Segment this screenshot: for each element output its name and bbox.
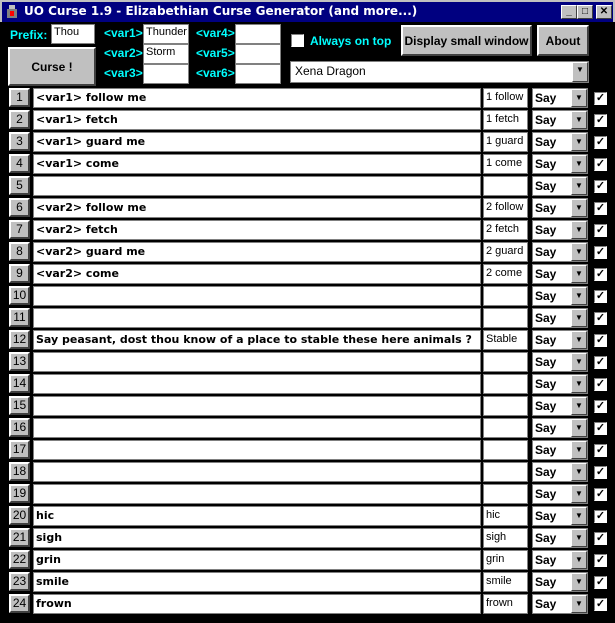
- enabled-checkbox[interactable]: ✓: [595, 180, 606, 192]
- mode-select-value: Say: [535, 421, 557, 435]
- chevron-down-icon[interactable]: ▼: [572, 62, 588, 82]
- title-bar[interactable]: [0, 0, 615, 22]
- command-text-input[interactable]: <var1> fetch: [33, 110, 481, 130]
- command-row: [0, 483, 615, 505]
- prefix-label: Prefix:: [10, 28, 48, 42]
- mode-select-value: Say: [535, 223, 557, 237]
- chevron-down-icon[interactable]: ▼: [571, 309, 587, 327]
- short-label-input[interactable]: hic: [483, 506, 528, 526]
- mode-select-value: Say: [535, 91, 557, 105]
- var1-label: <var1>: [104, 26, 143, 40]
- chevron-down-icon[interactable]: ▼: [571, 353, 587, 371]
- short-label-input[interactable]: [483, 374, 528, 394]
- mode-select-value: Say: [535, 267, 557, 281]
- short-label-input[interactable]: [483, 396, 528, 416]
- command-text-input[interactable]: [33, 374, 481, 394]
- maximize-button[interactable]: □: [577, 5, 593, 19]
- enabled-checkbox[interactable]: ✓: [595, 488, 606, 500]
- mode-select[interactable]: [532, 374, 588, 394]
- var2-input[interactable]: Storm: [143, 44, 189, 64]
- command-row: [0, 593, 615, 615]
- command-row: [0, 241, 615, 263]
- enabled-checkbox[interactable]: ✓: [595, 422, 606, 434]
- command-text-input[interactable]: hic: [33, 506, 481, 526]
- always-on-top-label: Always on top: [310, 34, 392, 48]
- chevron-down-icon[interactable]: ▼: [571, 111, 587, 129]
- row-number-button[interactable]: 19: [9, 484, 30, 503]
- mode-select-value: Say: [535, 443, 557, 457]
- command-row: [0, 219, 615, 241]
- chevron-down-icon[interactable]: ▼: [571, 155, 587, 173]
- chevron-down-icon[interactable]: ▼: [571, 507, 587, 525]
- mode-select-value: Say: [535, 531, 557, 545]
- row-number-button[interactable]: 20: [9, 506, 30, 525]
- mode-select[interactable]: [532, 440, 588, 460]
- mode-select-value: Say: [535, 245, 557, 259]
- mode-select-value: Say: [535, 135, 557, 149]
- command-text-input[interactable]: grin: [33, 550, 481, 570]
- row-number-button[interactable]: 22: [9, 550, 30, 569]
- short-label-input[interactable]: 1 fetch: [483, 110, 528, 130]
- close-button[interactable]: ✕: [596, 5, 612, 19]
- row-number-button[interactable]: 3: [9, 132, 30, 151]
- var3-label: <var3>: [104, 66, 143, 80]
- mode-select-value: Say: [535, 597, 557, 611]
- command-text-input[interactable]: [33, 176, 481, 196]
- command-row: [0, 351, 615, 373]
- row-number-button[interactable]: 7: [9, 220, 30, 239]
- chevron-down-icon[interactable]: ▼: [571, 529, 587, 547]
- mode-select[interactable]: [532, 286, 588, 306]
- mode-select-value: Say: [535, 377, 557, 391]
- mode-select-value: Say: [535, 157, 557, 171]
- chevron-down-icon[interactable]: ▼: [571, 243, 587, 261]
- row-number-button[interactable]: 10: [9, 286, 30, 305]
- curse-button[interactable]: Curse !: [8, 47, 96, 86]
- short-label-input[interactable]: 1 guard: [483, 132, 528, 152]
- var5-label: <var5>: [196, 46, 235, 60]
- command-text-input[interactable]: [33, 308, 481, 328]
- always-on-top-checkbox[interactable]: [291, 34, 304, 47]
- mode-select[interactable]: [532, 308, 588, 328]
- enabled-checkbox[interactable]: ✓: [595, 114, 606, 126]
- enabled-checkbox[interactable]: ✓: [595, 356, 606, 368]
- row-number-button[interactable]: 15: [9, 396, 30, 415]
- short-label-input[interactable]: sigh: [483, 528, 528, 548]
- row-number-button[interactable]: 14: [9, 374, 30, 393]
- enabled-checkbox[interactable]: ✓: [595, 268, 606, 280]
- command-row: [0, 285, 615, 307]
- command-text-input[interactable]: <var2> come: [33, 264, 481, 284]
- command-text-input[interactable]: <var1> guard me: [33, 132, 481, 152]
- chevron-down-icon[interactable]: ▼: [571, 595, 587, 613]
- row-number-button[interactable]: 2: [9, 110, 30, 129]
- mode-select[interactable]: [532, 572, 588, 592]
- enabled-checkbox[interactable]: ✓: [595, 400, 606, 412]
- chevron-down-icon[interactable]: ▼: [571, 221, 587, 239]
- mode-select[interactable]: [532, 528, 588, 548]
- command-text-input[interactable]: frown: [33, 594, 481, 614]
- short-label-input[interactable]: 2 fetch: [483, 220, 528, 240]
- mode-select[interactable]: [532, 550, 588, 570]
- mode-select[interactable]: [532, 264, 588, 284]
- mode-select[interactable]: [532, 418, 588, 438]
- row-number-button[interactable]: 23: [9, 572, 30, 591]
- chevron-down-icon[interactable]: ▼: [571, 287, 587, 305]
- row-number-button[interactable]: 11: [9, 308, 30, 327]
- mode-select[interactable]: [532, 462, 588, 482]
- row-number-button[interactable]: 4: [9, 154, 30, 173]
- profile-select[interactable]: [290, 61, 589, 83]
- mode-select-value: Say: [535, 201, 557, 215]
- mode-select-value: Say: [535, 311, 557, 325]
- var4-input[interactable]: [235, 24, 281, 44]
- command-row: [0, 131, 615, 153]
- command-text-input[interactable]: [33, 484, 481, 504]
- command-row: [0, 329, 615, 351]
- row-number-button[interactable]: 18: [9, 462, 30, 481]
- mode-select[interactable]: [532, 176, 588, 196]
- short-label-input[interactable]: grin: [483, 550, 528, 570]
- enabled-checkbox[interactable]: ✓: [595, 246, 606, 258]
- row-number-button[interactable]: 24: [9, 594, 30, 613]
- command-text-input[interactable]: [33, 352, 481, 372]
- mode-select[interactable]: [532, 594, 588, 614]
- chevron-down-icon[interactable]: ▼: [571, 397, 587, 415]
- chevron-down-icon[interactable]: ▼: [571, 441, 587, 459]
- command-text-input[interactable]: <var1> come: [33, 154, 481, 174]
- row-number-button[interactable]: 12: [9, 330, 30, 349]
- mode-select-value: Say: [535, 575, 557, 589]
- minimize-button[interactable]: _: [561, 5, 577, 19]
- row-number-button[interactable]: 13: [9, 352, 30, 371]
- var5-input[interactable]: [235, 44, 281, 64]
- chevron-down-icon[interactable]: ▼: [571, 265, 587, 283]
- var1-input[interactable]: Thunder: [143, 24, 189, 44]
- command-text-input[interactable]: <var2> follow me: [33, 198, 481, 218]
- short-label-input[interactable]: Stable: [483, 330, 528, 350]
- enabled-checkbox[interactable]: ✓: [595, 576, 606, 588]
- profile-select-value: Xena Dragon: [295, 64, 366, 78]
- enabled-checkbox[interactable]: ✓: [595, 378, 606, 390]
- var3-input[interactable]: [143, 64, 189, 84]
- row-number-button[interactable]: 8: [9, 242, 30, 261]
- command-row: [0, 549, 615, 571]
- short-label-input[interactable]: [483, 418, 528, 438]
- row-number-button[interactable]: 5: [9, 176, 30, 195]
- command-row: [0, 197, 615, 219]
- row-number-button[interactable]: 1: [9, 88, 30, 107]
- command-row: [0, 461, 615, 483]
- enabled-checkbox[interactable]: ✓: [595, 224, 606, 236]
- enabled-checkbox[interactable]: ✓: [595, 598, 606, 610]
- mode-select[interactable]: [532, 352, 588, 372]
- short-label-input[interactable]: [483, 286, 528, 306]
- enabled-checkbox[interactable]: ✓: [595, 554, 606, 566]
- chevron-down-icon[interactable]: ▼: [571, 331, 587, 349]
- about-button[interactable]: About: [537, 25, 589, 56]
- mode-select[interactable]: [532, 110, 588, 130]
- mode-select[interactable]: [532, 396, 588, 416]
- chevron-down-icon[interactable]: ▼: [571, 485, 587, 503]
- short-label-input[interactable]: 1 come: [483, 154, 528, 174]
- short-label-input[interactable]: [483, 462, 528, 482]
- enabled-checkbox[interactable]: ✓: [595, 312, 606, 324]
- command-row: [0, 395, 615, 417]
- chevron-down-icon[interactable]: ▼: [571, 551, 587, 569]
- command-text-input[interactable]: <var2> fetch: [33, 220, 481, 240]
- mode-select[interactable]: [532, 242, 588, 262]
- enabled-checkbox[interactable]: ✓: [595, 202, 606, 214]
- short-label-input[interactable]: 2 follow: [483, 198, 528, 218]
- row-number-button[interactable]: 21: [9, 528, 30, 547]
- row-number-button[interactable]: 16: [9, 418, 30, 437]
- command-text-input[interactable]: [33, 462, 481, 482]
- display-small-window-button[interactable]: Display small window: [401, 25, 532, 56]
- row-number-button[interactable]: 6: [9, 198, 30, 217]
- chevron-down-icon[interactable]: ▼: [571, 177, 587, 195]
- command-row: [0, 153, 615, 175]
- enabled-checkbox[interactable]: ✓: [595, 158, 606, 170]
- mode-select-value: Say: [535, 179, 557, 193]
- mode-select-value: Say: [535, 509, 557, 523]
- command-row: [0, 175, 615, 197]
- window-title: UO Curse 1.9 - Elizabethian Curse Generator (and more...): [24, 4, 418, 18]
- var2-label: <var2>: [104, 46, 143, 60]
- mode-select[interactable]: [532, 484, 588, 504]
- short-label-input[interactable]: frown: [483, 594, 528, 614]
- command-row: [0, 109, 615, 131]
- chevron-down-icon[interactable]: ▼: [571, 133, 587, 151]
- mode-select-value: Say: [535, 465, 557, 479]
- command-row: [0, 87, 615, 109]
- command-row: [0, 505, 615, 527]
- command-row: [0, 307, 615, 329]
- enabled-checkbox[interactable]: ✓: [595, 334, 606, 346]
- short-label-input[interactable]: [483, 440, 528, 460]
- chevron-down-icon[interactable]: ▼: [571, 375, 587, 393]
- chevron-down-icon[interactable]: ▼: [571, 419, 587, 437]
- command-text-input[interactable]: [33, 286, 481, 306]
- command-text-input[interactable]: [33, 440, 481, 460]
- mode-select-value: Say: [535, 113, 557, 127]
- chevron-down-icon[interactable]: ▼: [571, 573, 587, 591]
- short-label-input[interactable]: [483, 308, 528, 328]
- mode-select-value: Say: [535, 487, 557, 501]
- enabled-checkbox[interactable]: ✓: [595, 444, 606, 456]
- short-label-input[interactable]: [483, 352, 528, 372]
- mode-select-value: Say: [535, 333, 557, 347]
- chevron-down-icon[interactable]: ▼: [571, 89, 587, 107]
- mode-select[interactable]: [532, 506, 588, 526]
- command-row: [0, 373, 615, 395]
- row-number-button[interactable]: 9: [9, 264, 30, 283]
- command-row: [0, 439, 615, 461]
- mode-select[interactable]: [532, 88, 588, 108]
- chevron-down-icon[interactable]: ▼: [571, 463, 587, 481]
- mode-select-value: Say: [535, 399, 557, 413]
- command-text-input[interactable]: <var1> follow me: [33, 88, 481, 108]
- mode-select[interactable]: [532, 330, 588, 350]
- short-label-input[interactable]: 2 come: [483, 264, 528, 284]
- command-text-input[interactable]: <var2> guard me: [33, 242, 481, 262]
- short-label-input[interactable]: 2 guard: [483, 242, 528, 262]
- command-text-input[interactable]: Say peasant, dost thou know of a place to stable these here animals ?: [33, 330, 481, 350]
- enabled-checkbox[interactable]: ✓: [595, 136, 606, 148]
- short-label-input[interactable]: smile: [483, 572, 528, 592]
- enabled-checkbox[interactable]: ✓: [595, 510, 606, 522]
- short-label-input[interactable]: [483, 176, 528, 196]
- command-text-input[interactable]: [33, 418, 481, 438]
- var6-label: <var6>: [196, 66, 235, 80]
- mode-select[interactable]: [532, 132, 588, 152]
- mode-select[interactable]: [532, 154, 588, 174]
- short-label-input[interactable]: [483, 484, 528, 504]
- var4-label: <var4>: [196, 26, 235, 40]
- command-row: [0, 527, 615, 549]
- command-text-input[interactable]: smile: [33, 572, 481, 592]
- mode-select-value: Say: [535, 289, 557, 303]
- mode-select-value: Say: [535, 553, 557, 567]
- enabled-checkbox[interactable]: ✓: [595, 532, 606, 544]
- command-text-input[interactable]: sigh: [33, 528, 481, 548]
- row-number-button[interactable]: 17: [9, 440, 30, 459]
- command-row: [0, 571, 615, 593]
- prefix-input[interactable]: Thou: [51, 24, 95, 44]
- mode-select[interactable]: [532, 220, 588, 240]
- app-icon: [5, 4, 19, 20]
- command-row: [0, 417, 615, 439]
- command-text-input[interactable]: [33, 396, 481, 416]
- enabled-checkbox[interactable]: ✓: [595, 290, 606, 302]
- mode-select[interactable]: [532, 198, 588, 218]
- enabled-checkbox[interactable]: ✓: [595, 466, 606, 478]
- command-row: [0, 263, 615, 285]
- chevron-down-icon[interactable]: ▼: [571, 199, 587, 217]
- short-label-input[interactable]: 1 follow: [483, 88, 528, 108]
- enabled-checkbox[interactable]: ✓: [595, 92, 606, 104]
- mode-select-value: Say: [535, 355, 557, 369]
- var6-input[interactable]: [235, 64, 281, 84]
